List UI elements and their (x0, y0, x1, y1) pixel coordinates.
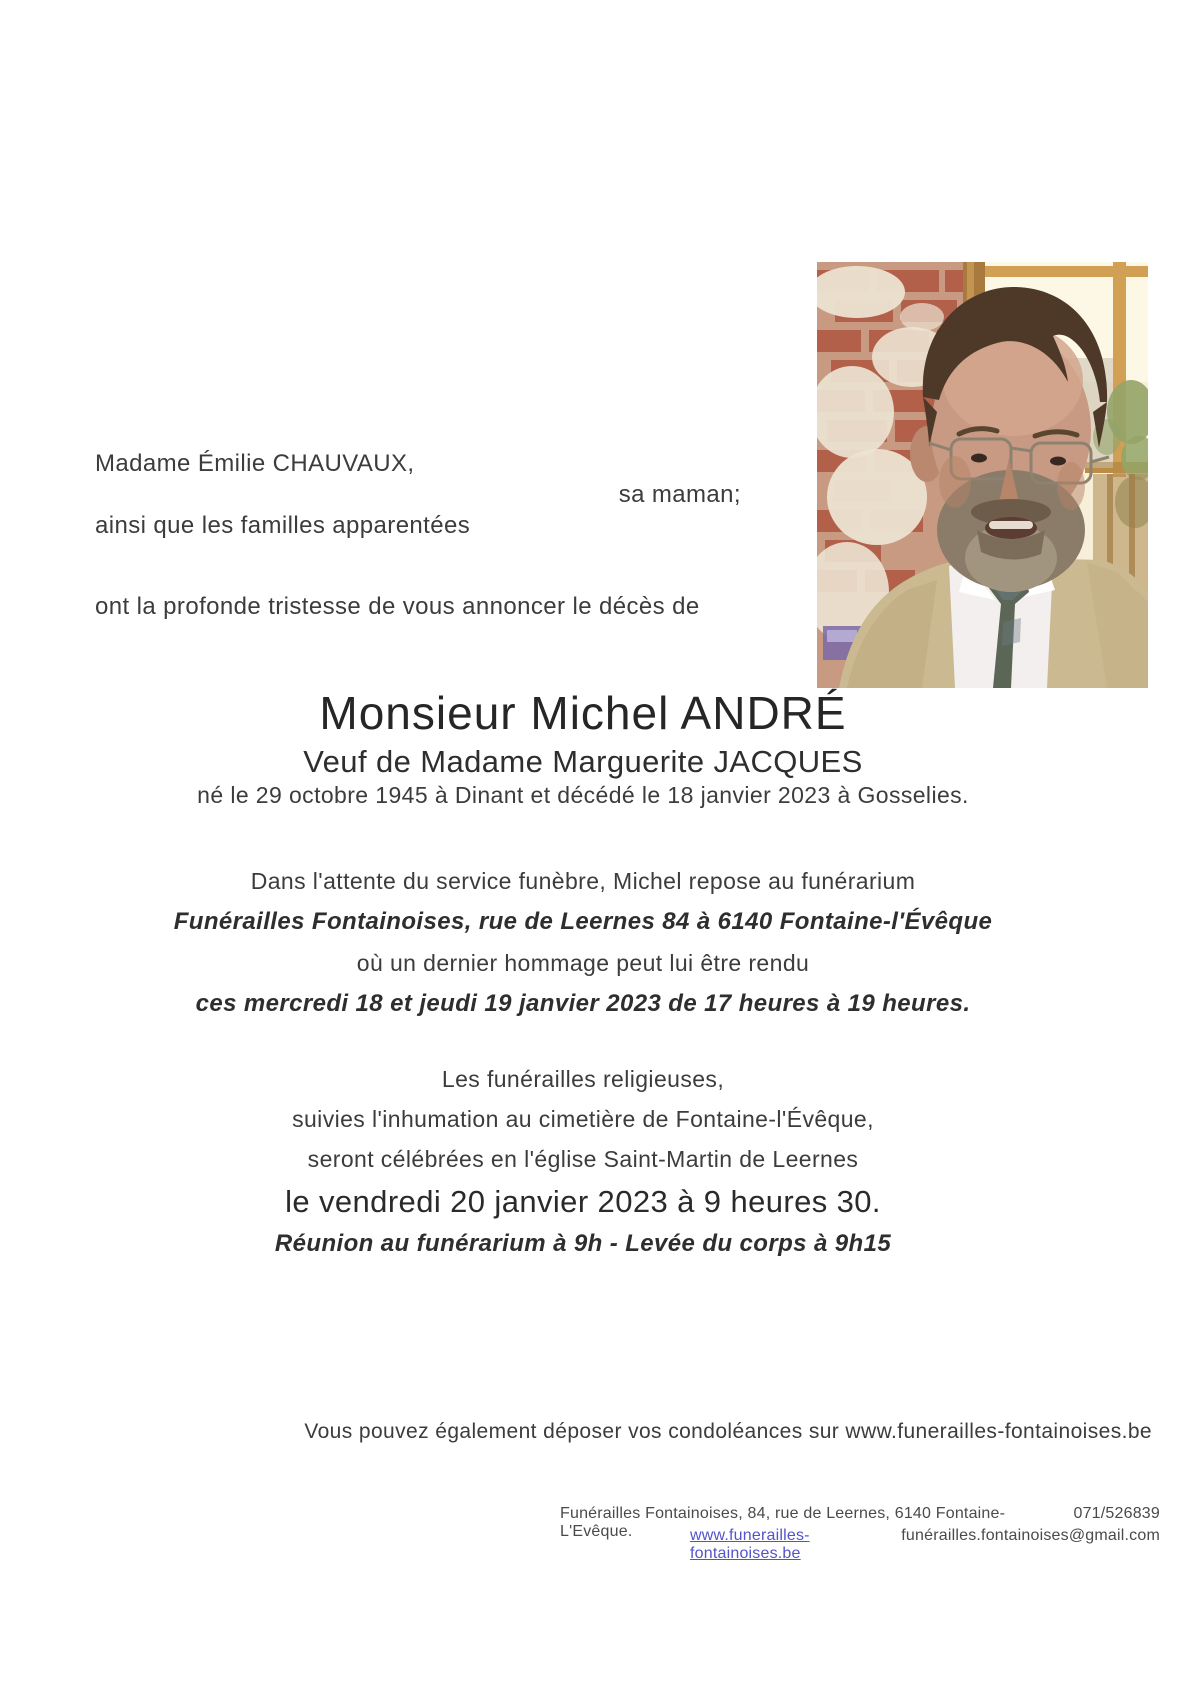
funeral-date-line: le vendredi 20 janvier 2023 à 9 heures 30. (285, 1184, 881, 1219)
footer-email: funérailles.fontainoises@gmail.com (901, 1527, 1160, 1544)
deceased-name: Monsieur Michel ANDRÉ (319, 687, 847, 739)
footer-website-link[interactable]: www.funerailles-fontainoises.be (690, 1527, 810, 1562)
footer-address: Funérailles Fontainoises, 84, rue de Leernes, 6140 Fontaine-L'Evêque. (560, 1505, 1006, 1540)
birth-death-line: né le 29 octobre 1945 à Dinant et décédé le 18 janvier 2023 à Gosselies. (197, 782, 969, 808)
viewing-line-3: où un dernier hommage peut lui être rendu (356, 950, 810, 976)
funeral-line-1: Les funérailles religieuses, (441, 1066, 725, 1092)
families-line: ainsi que les familles apparentées (95, 512, 471, 539)
viewing-dates-line: ces mercredi 18 et jeudi 19 janvier 2023 de 17 heures à 19 heures. (195, 990, 971, 1017)
funeral-line-2: suivies l'inhumation au cimetière de Fontaine-l'Évêque, (292, 1106, 874, 1132)
mother-name-line: Madame Émilie CHAUVAUX, (95, 450, 415, 477)
portrait-photo (817, 262, 1148, 688)
announcement-line: ont la profonde tristesse de vous annoncer le décès de (95, 593, 700, 620)
relation-line: sa maman; (618, 481, 741, 508)
viewing-line-1: Dans l'attente du service funèbre, Michel repose au funérarium (250, 868, 916, 894)
funeral-line-3: seront célébrées en l'église Saint-Martin de Leernes (307, 1146, 859, 1172)
condolences-line: Vous pouvez également déposer vos condoléances sur www.funerailles-fontainoises.be (304, 1420, 1152, 1443)
meeting-line: Réunion au funérarium à 9h - Levée du corps à 9h15 (274, 1230, 892, 1257)
widower-line: Veuf de Madame Marguerite JACQUES (303, 744, 863, 779)
footer-links-row (560, 1527, 1160, 1563)
footer-phone: 071/526839 (1073, 1505, 1160, 1522)
portrait-photo-graphic (817, 262, 1148, 688)
funeral-home-line: Funérailles Fontainoises, rue de Leernes 84 à 6140 Fontaine-l'Évêque (173, 908, 993, 935)
